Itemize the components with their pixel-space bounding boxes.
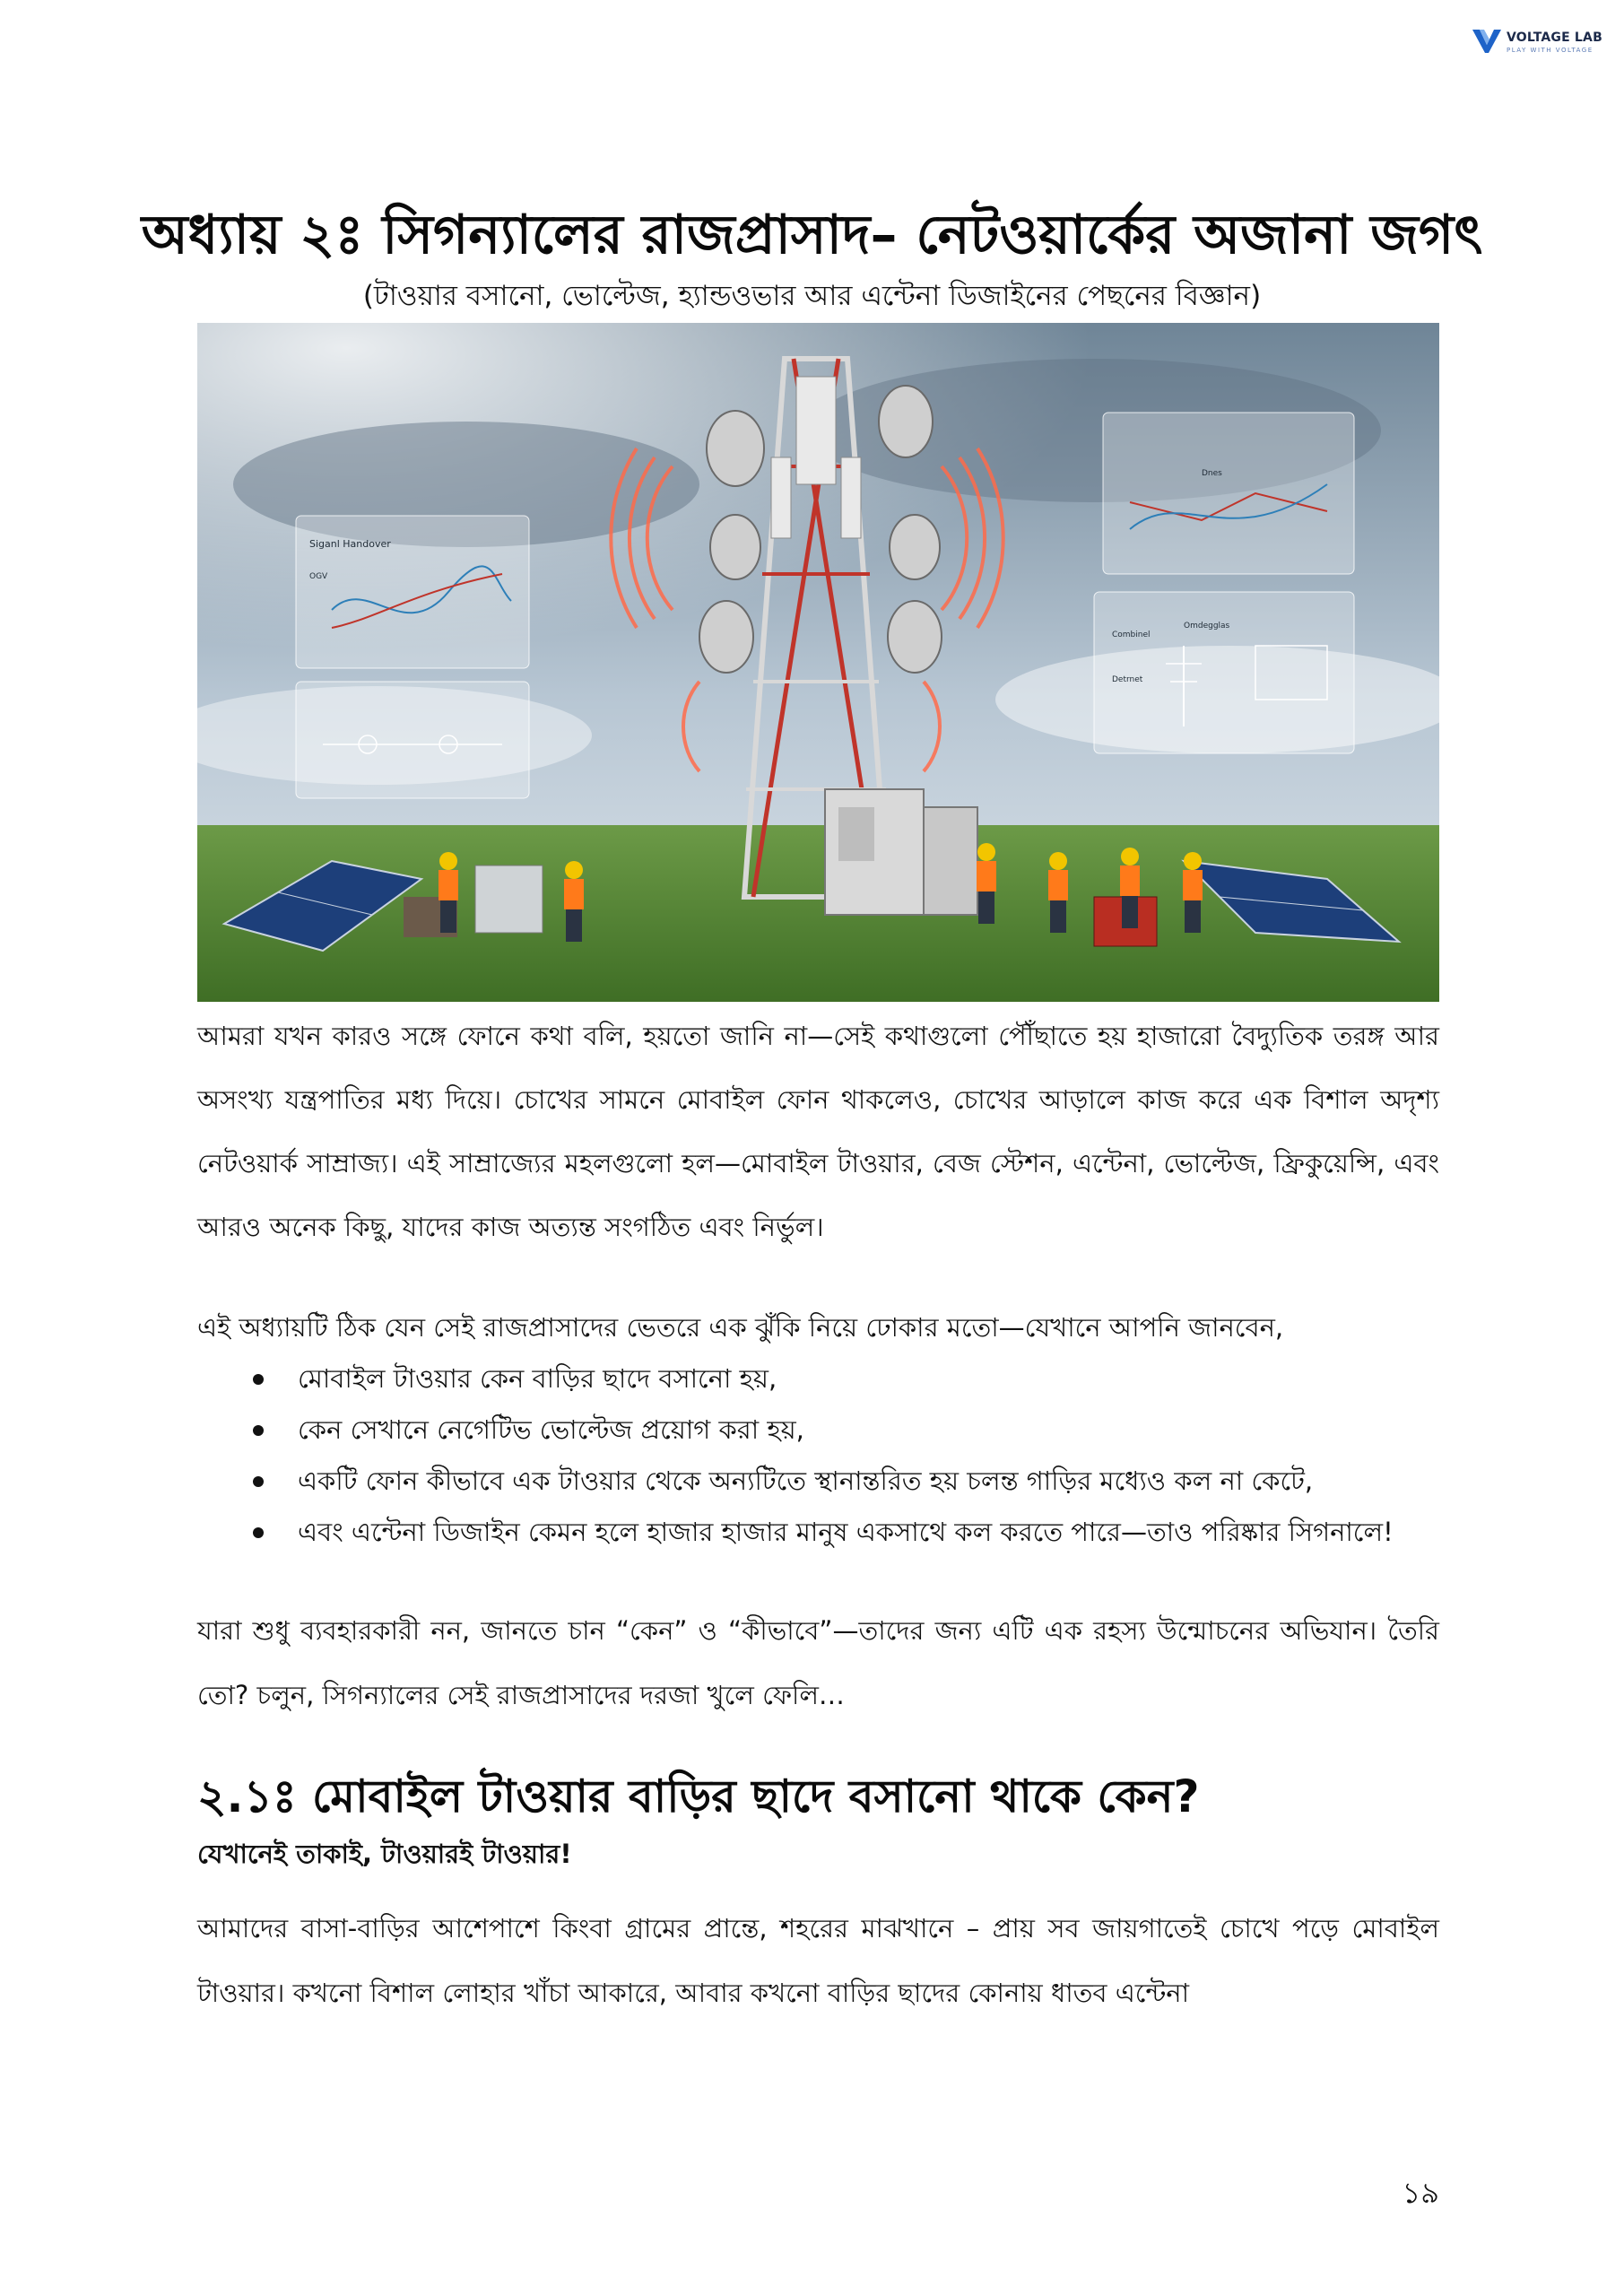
hero-illustration: [197, 323, 1439, 1002]
bullet-dot-icon: [253, 1374, 264, 1385]
tower-scene-illustration: [197, 323, 1439, 1002]
list-item-text: মোবাইল টাওয়ার কেন বাড়ির ছাদে বসানো হয়,: [298, 1363, 777, 1394]
intro-lead: এই অধ্যায়টি ঠিক যেন সেই রাজপ্রাসাদের ভেতরে এক ঝুঁকি নিয়ে ঢোকার মতো—যেখানে আপনি জানবেন,: [197, 1312, 1284, 1343]
list-item: [242, 1509, 1439, 1554]
bullet-dot-icon: [253, 1527, 264, 1538]
bullet-dot-icon: [253, 1476, 264, 1487]
list-item-text: কেন সেখানে নেগেটিভ ভোল্টেজ প্রয়োগ করা হয়,: [298, 1414, 804, 1445]
list-item: [242, 1458, 1439, 1503]
section-heading: ২.১ঃ মোবাইল টাওয়ার বাড়ির ছাদে বসানো থাকে কেন?: [197, 1770, 1200, 1822]
network-graph-panel: [1103, 413, 1354, 574]
brand-name: VOLTAGE LAB: [1507, 30, 1602, 45]
voltage-lab-logo-icon: [1471, 27, 1503, 56]
intro-closing: যারা শুধু ব্যবহারকারী নন, জানতে চান “কেন” ও “কীভাবে”—তাদের জন্য এটি এক রহস্য উন্মোচনের অভিযান। তৈরি তো? চলুন, সিগন্যালের সেই রাজপ্রাসাদের দরজা খুলে ফেলি…: [197, 1615, 1439, 1710]
signal-handover-panel: [296, 516, 529, 668]
list-item: [242, 1407, 1439, 1452]
svg-text:OGV: OGV: [309, 572, 328, 581]
list-item: [242, 1356, 1439, 1401]
power-unit: [475, 865, 543, 933]
svg-text:Dnes: Dnes: [1202, 469, 1222, 478]
list-item-text: এবং এন্টেনা ডিজাইন কেমন হলে হাজার হাজার মানুষ একসাথে কল করতে পারে—তাও পরিষ্কার সিগনালে!: [298, 1517, 1394, 1547]
list-item-text: একটি ফোন কীভাবে এক টাওয়ার থেকে অন্যটিতে স্থানান্তরিত হয় চলন্ত গাড়ির মধ্যেও কল না কেটে,: [298, 1465, 1314, 1496]
svg-text:Omdegglas: Omdegglas: [1184, 622, 1230, 631]
intro-paragraph: আমরা যখন কারও সঙ্গে ফোনে কথা বলি, হয়তো জানি না—সেই কথাগুলো পৌঁছাতে হয় হাজারো বৈদ্যুতিক তরঙ্গ আর অসংখ্য যন্ত্রপাতির মধ্য দিয়ে। চোখের সামনে মোবাইল ফোন থাকলেও, চোখের আড়ালে কাজ করে এক বিশাল অদৃশ্য নেটওয়ার্ক সাম্রাজ্য। এই সাম্রাজ্যের মহলগুলো হল—মোবাইল টাওয়ার, বেজ স্টেশন, এন্টেনা, ভোল্টেজ, ফ্রিকুয়েন্সি, এবং আরও অনেক কিছু, যাদের কাজ অত্যন্ত সংগঠিত এবং নির্ভুল।: [197, 1021, 1439, 1242]
page-number: ১৯: [1402, 2176, 1439, 2210]
brand-tagline: PLAY WITH VOLTAGE: [1507, 47, 1594, 54]
antenna-diagram-panel-left: [296, 682, 529, 798]
svg-text:Combinel: Combinel: [1112, 631, 1151, 639]
chapter-title: অধ্যায় ২ঃ সিগন্যালের রাজপ্রাসাদ– নেটওয়ার্কের অজানা জগৎ: [141, 204, 1483, 266]
antenna-diagram-panel-right: [1094, 592, 1354, 753]
equipment-cabinet: [825, 789, 977, 915]
topics-list: [242, 1356, 1439, 1561]
svg-text:Siganl Handover: Siganl Handover: [309, 538, 391, 550]
svg-text:Detrnet: Detrnet: [1112, 675, 1143, 684]
section-paragraph: আমাদের বাসা-বাড়ির আশেপাশে কিংবা গ্রামের প্রান্তে, শহরের মাঝখানে – প্রায় সব জায়গাতেই চোখে পড়ে মোবাইল টাওয়ার। কখনো বিশাল লোহার খাঁচা আকারে, আবার কখনো বাড়ির ছাদের কোনায় ধাতব এন্টেনা: [197, 1913, 1439, 2008]
bullet-dot-icon: [253, 1425, 264, 1436]
brand-logo: [1471, 25, 1605, 61]
section-subheading: যেখানেই তাকাই, টাওয়ারই টাওয়ার!: [197, 1839, 572, 1869]
chapter-subtitle: (টাওয়ার বসানো, ভোল্টেজ, হ্যান্ডওভার আর এন্টেনা ডিজাইনের পেছনের বিজ্ঞান): [362, 280, 1262, 312]
